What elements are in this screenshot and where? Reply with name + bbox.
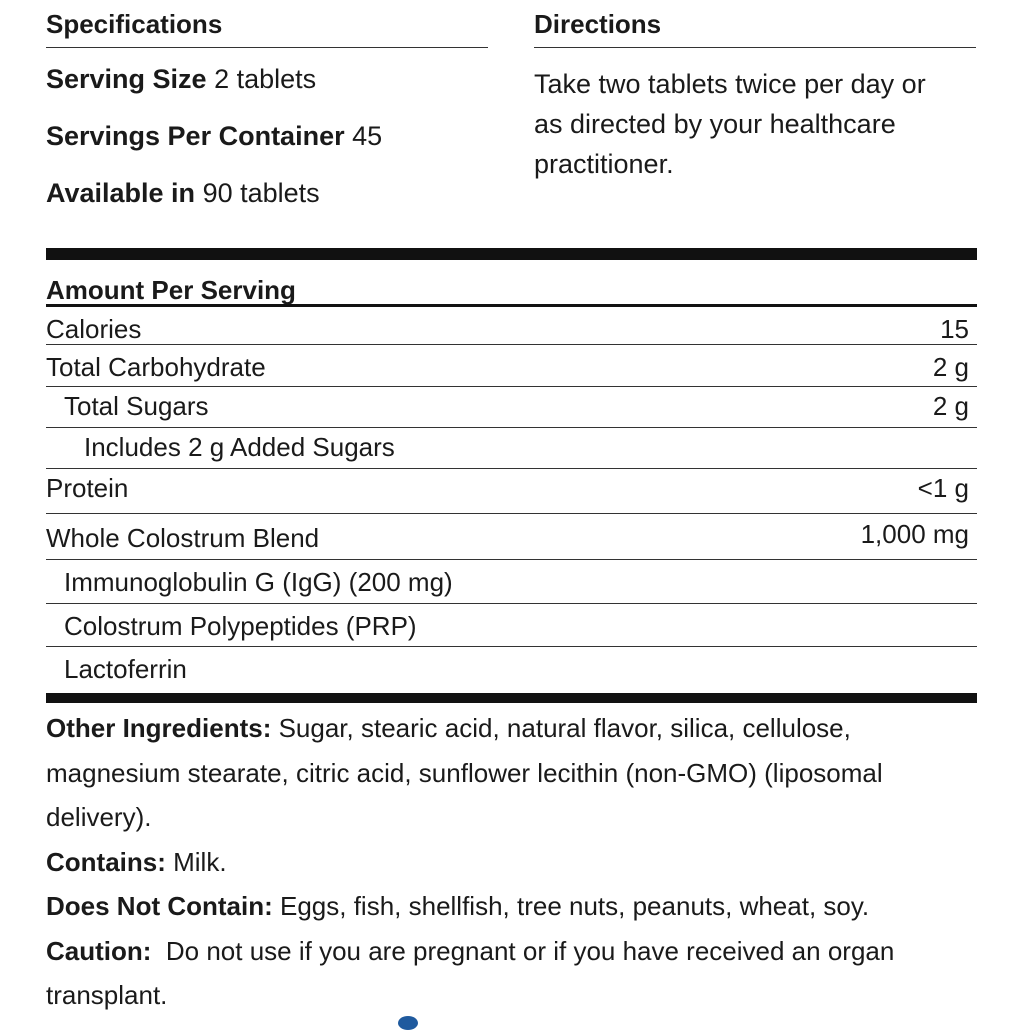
directions-text: Take two tablets twice per day or as directed by your healthcare practitioner.: [534, 69, 926, 179]
nutrient-name: Total Carbohydrate: [46, 352, 266, 382]
nutrient-name: Colostrum Polypeptides (PRP): [64, 611, 417, 641]
available-label: Available in: [46, 178, 196, 208]
nutrient-name: Lactoferrin: [64, 654, 187, 684]
caution-text: Do not use if you are pregnant or if you have received an organ transplant.: [46, 935, 902, 1010]
nutrient-name: Calories: [46, 314, 142, 344]
other-ingredients-text: Sugar, stearic acid, natural flavor, silica, cellulose, magnesium stearate, citric acid, sunflower lecithin (non-GMO) (liposomal delivery).: [46, 713, 883, 832]
serving-size-label: Serving Size: [46, 64, 207, 94]
nutrient-amount: 2 g: [932, 391, 969, 421]
nutrient-name: Total Sugars: [64, 391, 209, 421]
contains-paragraph: [46, 840, 986, 885]
nutrient-row-added-sugars: [46, 428, 977, 469]
contains-text: Milk.: [165, 846, 227, 877]
nutrient-name: Whole Colostrum Blend: [46, 523, 320, 553]
nutrient-row-total-carbohydrate: [46, 345, 977, 387]
does-not-contain-label: Does Not Contain:: [46, 891, 273, 921]
nutrient-row-lactoferrin: [46, 647, 977, 693]
serving-size-value: 2 tablets: [214, 64, 317, 94]
blue-dot-decoration: [398, 1016, 418, 1030]
caution-label: Caution:: [46, 935, 152, 966]
servings-per-container-value: 45: [352, 121, 383, 151]
nutrient-name: Immunoglobulin G (IgG) (200 mg): [64, 567, 453, 597]
specifications-heading: Specifications: [46, 0, 488, 48]
does-not-contain-text: Eggs, fish, shellfish, tree nuts, peanuts, wheat, soy.: [272, 891, 870, 921]
bottom-thick-rule: [46, 693, 977, 703]
other-ingredients-paragraph: [46, 706, 986, 840]
supplement-facts-panel: [46, 248, 977, 703]
nutrient-amount: 1,000 mg: [860, 519, 969, 549]
nutrient-row-protein: [46, 469, 977, 514]
nutrient-row-total-sugars: [46, 387, 977, 428]
top-thick-rule: [46, 248, 977, 260]
directions-heading: Directions: [534, 0, 976, 48]
other-information: [46, 706, 986, 1018]
nutrient-amount: 2 g: [932, 352, 969, 382]
nutrient-amount: 15: [940, 314, 969, 344]
caution-paragraph: [46, 929, 986, 1018]
nutrient-name: Includes 2 g Added Sugars: [84, 432, 395, 462]
contains-label: Contains:: [46, 846, 166, 877]
available-line: [46, 178, 320, 209]
directions-section: [534, 0, 976, 179]
amount-per-serving-heading: Amount Per Serving: [46, 260, 977, 307]
servings-per-container-line: [46, 121, 382, 152]
nutrient-row-immunoglobulin-g: [46, 560, 977, 604]
servings-per-container-label: Servings Per Container: [46, 121, 345, 151]
available-value: 90 tablets: [202, 178, 320, 208]
does-not-contain-paragraph: [46, 884, 986, 929]
nutrient-row-colostrum-polypeptides: [46, 604, 977, 647]
serving-size-line: [46, 64, 316, 95]
other-ingredients-label: Other Ingredients:: [46, 713, 272, 743]
nutrient-amount: <1 g: [917, 473, 969, 503]
nutrient-row-whole-colostrum-blend: [46, 514, 977, 560]
nutrient-row-calories: [46, 307, 977, 345]
specifications-section: [46, 0, 488, 208]
nutrient-name: Protein: [46, 473, 129, 503]
